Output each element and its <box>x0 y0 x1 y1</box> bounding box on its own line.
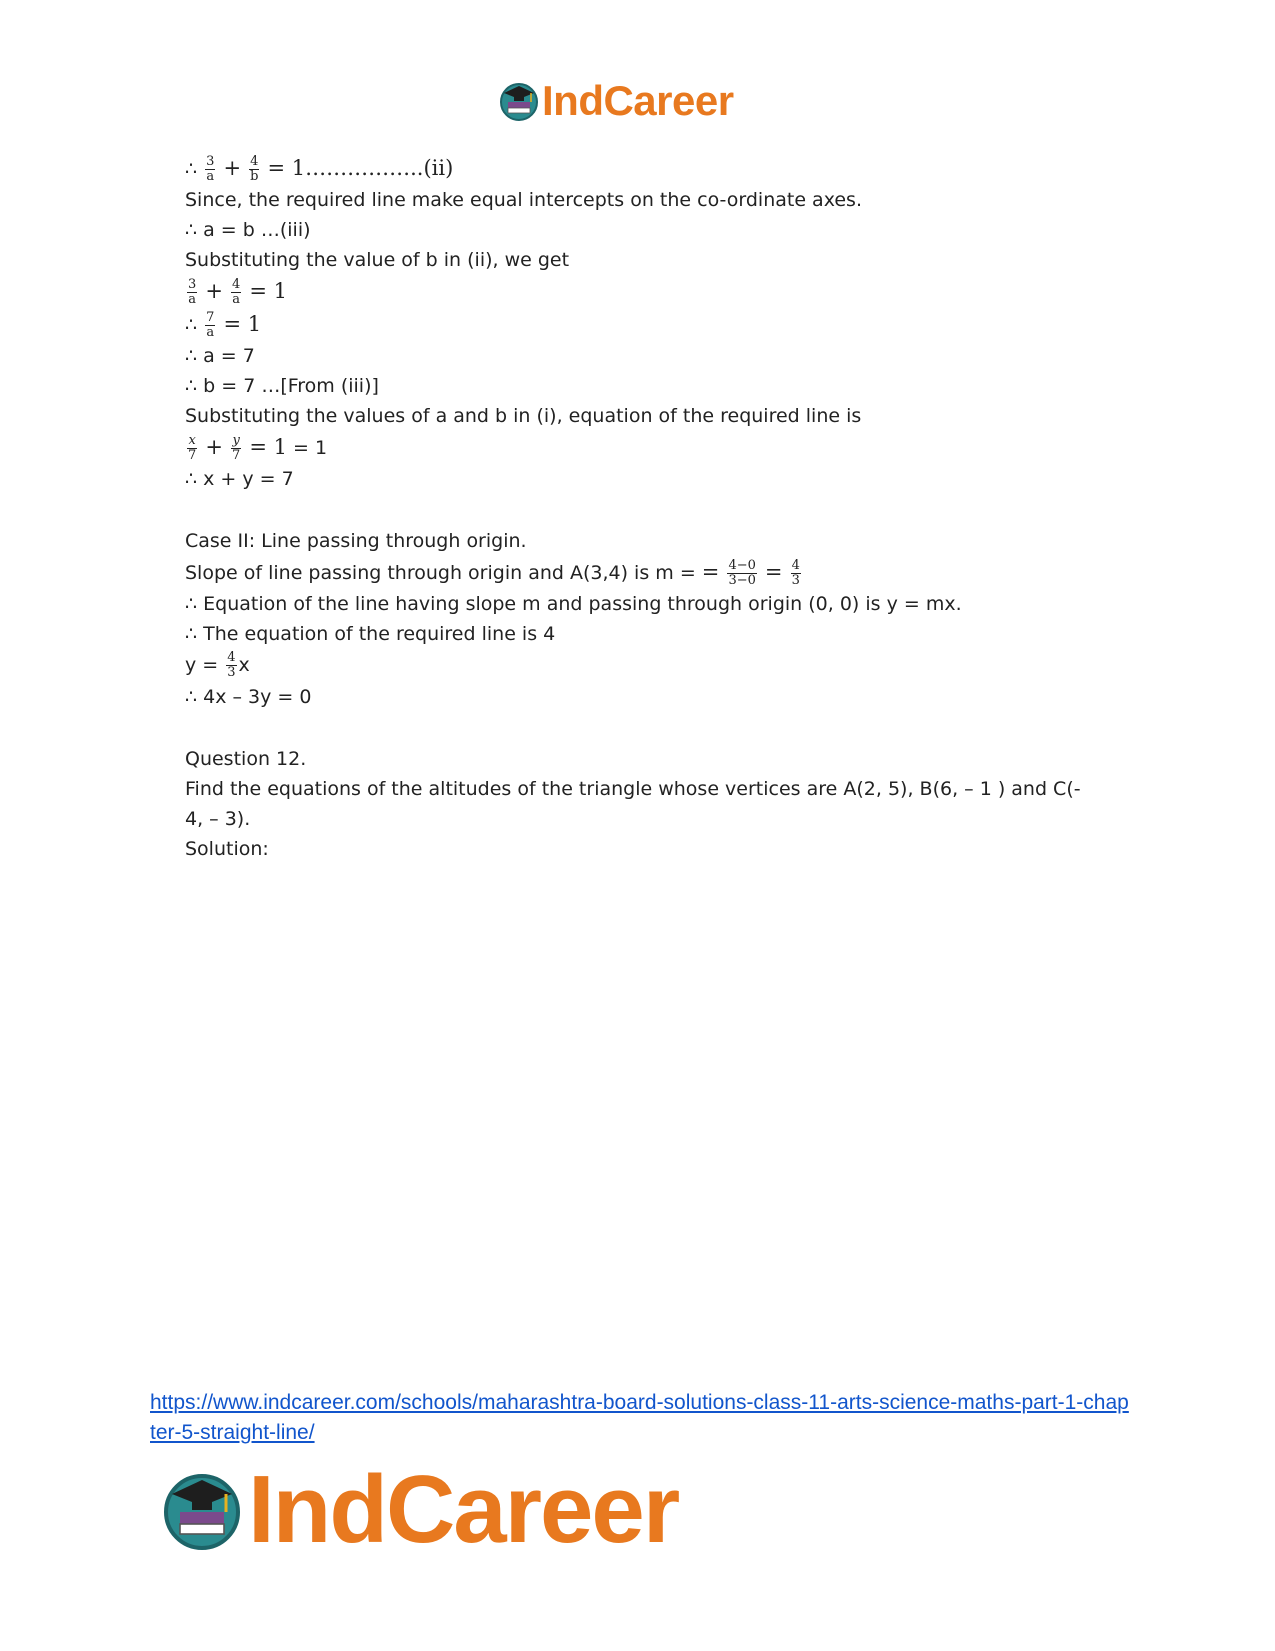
source-url-link[interactable]: https://www.indcareer.com/schools/maharashtra-board-solutions-class-11-arts-science-maths-part-1-chapter-5-straight-line/ <box>150 1391 1129 1444</box>
text-line: Since, the required line make equal intercepts on the co-ordinate axes. <box>185 189 862 211</box>
document-body <box>185 152 1095 864</box>
text-line: Substituting the value of b in (ii), we get <box>185 249 570 271</box>
text-line: ∴ The equation of the required line is 4 <box>185 623 556 645</box>
equation-ii: ∴ $\frac{3}{a}$ + $\frac{4}{b}$ = 1……………..(ii) <box>185 154 454 184</box>
graduation-cap-book-globe-icon <box>498 80 540 122</box>
fraction: $\frac{4-0}{3-0}$ <box>728 558 756 588</box>
text-line: ∴ 4x – 3y = 0 <box>185 686 312 708</box>
equation-line: ∴ $\frac{7}{a}$ = 1 <box>185 310 262 340</box>
text-line: ∴ a = 7 <box>185 345 255 367</box>
fraction: $\frac{4}{3}$ <box>227 650 236 680</box>
logo-wordmark: IndCareer <box>542 77 734 124</box>
solution-label: Solution: <box>185 838 269 860</box>
logo-wordmark: IndCareer <box>248 1456 679 1563</box>
fraction: $\frac{4}{a}$ <box>231 277 241 307</box>
slope-line: Slope of line passing through origin and A(3,4) is m = = $\frac{4-0}{3-0}$ = $\frac{4}{3}$ <box>185 558 800 588</box>
text-line: Substituting the values of a and b in (i), equation of the required line is <box>185 405 862 427</box>
fraction: $\frac{y}{7}$ <box>231 433 241 463</box>
question-text: Find the equations of the altitudes of the triangle whose vertices are A(2, 5), B(6, – 1 ) and C(- 4, – 3). <box>185 778 1081 830</box>
footer-logo <box>160 1456 679 1563</box>
text-line: ∴ b = 7 …[From (iii)] <box>185 375 379 397</box>
fraction: $\frac{4}{b}$ <box>250 154 259 184</box>
fraction: $\frac{x}{7}$ <box>188 433 197 463</box>
fraction: $\frac{4}{3}$ <box>791 558 800 588</box>
equation-line: $\frac{3}{a}$ + $\frac{4}{a}$ = 1 <box>188 277 287 307</box>
question-title: Question 12. <box>185 748 307 770</box>
text-line: ∴ Equation of the line having slope m and passing through origin (0, 0) is y = mx. <box>185 593 962 615</box>
equation-line: y = $\frac{4}{3}$ x <box>185 650 250 680</box>
fraction: $\frac{3}{a}$ <box>188 277 197 307</box>
text-line: ∴ a = b …(iii) <box>185 219 311 241</box>
text-line: ∴ x + y = 7 <box>185 468 294 490</box>
fraction: $\frac{3}{a}$ <box>206 154 215 184</box>
header-logo <box>498 77 734 124</box>
equation-line: $\frac{x}{7}$ + $\frac{y}{7}$ = 1 = 1 <box>188 433 328 463</box>
text-line: Case II: Line passing through origin. <box>185 530 527 552</box>
graduation-cap-book-globe-icon <box>160 1468 244 1552</box>
fraction: $\frac{7}{a}$ <box>206 310 215 340</box>
